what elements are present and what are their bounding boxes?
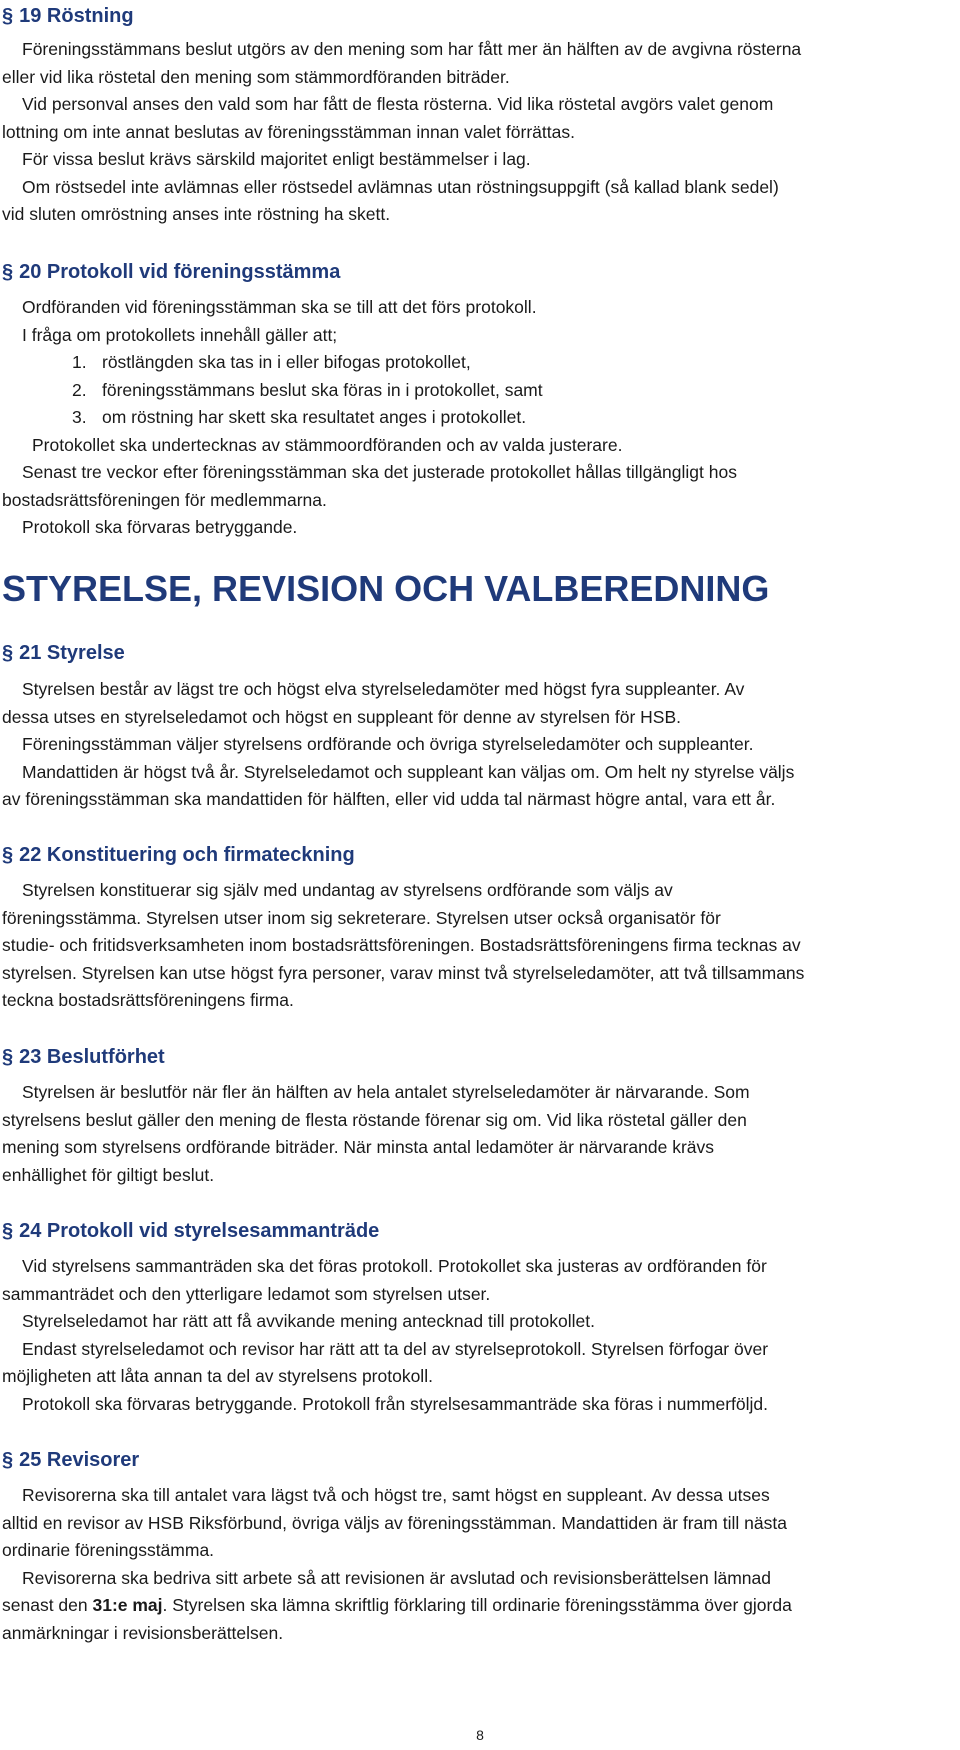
section-symbol: § [2,844,14,866]
paragraph-line: Protokoll ska förvaras betryggande. Protokoll från styrelsesammanträde ska föras i nummerföljd. [22,1393,769,1414]
section-22-title: 22 Konstituering och firmateckning [19,844,355,866]
section-24-heading [2,1219,379,1243]
paragraph-line: I fråga om protokollets innehåll gäller att; [22,324,338,345]
paragraph-line: anmärkningar i revisionsberättelsen. [2,1622,284,1643]
paragraph-line: teckna bostadsrättsföreningens firma. [2,990,294,1010]
paragraph-line: föreningsstämma. Styrelsen utser inom sig sekreterare. Styrelsen utser också organisatör för [2,907,721,928]
list-item-number: 1. [72,352,87,372]
paragraph-line: sammanträdet och den ytterligare ledamot som styrelsen utser. [2,1283,491,1304]
paragraph-line: Styrelsen består av lägst tre och högst elva styrelseledamöter med högst fyra suppleanter. Av [22,679,745,699]
section-25-body [2,1482,957,1647]
paragraph-line: Föreningsstämman väljer styrelsens ordförande och övriga styrelseledamöter och suppleanter. [22,734,754,754]
paragraph-line: Mandattiden är högst två år. Styrelseledamot och suppleant kan väljas om. Om helt ny styrelse väljs [22,761,795,782]
section-21-title: 21 Styrelse [19,642,125,664]
section-24-body [2,1253,957,1418]
section-23-heading [2,1045,165,1069]
paragraph-line: alltid en revisor av HSB Riksförbund, övriga väljs av föreningsstämman. Mandattiden är fram till nästa [2,1512,787,1533]
list-item-text: föreningsstämmans beslut ska föras in i protokollet, samt [102,379,543,400]
list-item [2,404,957,432]
section-22-body [2,877,957,1015]
paragraph-line: bostadsrättsföreningen för medlemmarna. [2,489,327,510]
section-21-heading [2,641,125,665]
paragraph-line: Senast tre veckor efter föreningsstämman ska det justerade protokollet hållas tillgängligt hos [22,462,737,482]
section-20-body [2,294,957,542]
paragraph-line: ordinarie föreningsstämma. [2,1540,215,1560]
paragraph-line: Protokollet ska undertecknas av stämmoordföranden och av valda justerare. [32,434,623,455]
section-symbol: § [2,261,14,283]
paragraph-line: För vissa beslut krävs särskild majoritet enligt bestämmelser i lag. [22,149,531,169]
section-20-title: 20 Protokoll vid föreningsstämma [19,261,341,283]
list-item-number: 3. [72,407,87,427]
paragraph-line: styrelsen. Styrelsen kan utse högst fyra personer, varav minst två styrelseledamöter, att två tillsammans [2,962,805,983]
page-number: 8 [476,1727,484,1743]
paragraph-line: Styrelsen är beslutför när fler än hälften av hela antalet styrelseledamöter är närvarande. Som [22,1082,750,1102]
paragraph-line: styrelsens beslut gäller den mening de flesta röstande förenar sig om. Vid lika röstetal gäller den [2,1109,747,1130]
paragraph-line: Protokoll ska förvaras betryggande. [22,517,298,537]
section-20-heading [2,260,340,284]
paragraph-line: lottning om inte annat beslutas av föreningsstämman innan valet förrättas. [2,121,575,142]
list-item-text: om röstning har skett ska resultatet anges i protokollet. [102,407,527,427]
paragraph-line: Föreningsstämmans beslut utgörs av den mening som har fått mer än hälften av de avgivna rösterna [22,39,802,59]
chapter-title: STYRELSE, REVISION OCH VALBEREDNING [2,568,770,609]
paragraph-line: Styrelseledamot har rätt att få avvikande mening antecknad till protokollet. [22,1311,595,1331]
paragraph-line: Om röstsedel inte avlämnas eller röstsedel avlämnas utan röstningsuppgift (så kallad blank sedel) [22,176,779,197]
paragraph-line: Vid personval anses den vald som har fått de flesta rösterna. Vid lika röstetal avgörs valet genom [22,94,774,114]
emphasized-date: 31:e maj [92,1595,163,1615]
section-23-body [2,1079,957,1189]
section-symbol: § [2,5,14,27]
section-24-title: 24 Protokoll vid styrelsesammanträde [19,1220,380,1242]
paragraph-line: Ordföranden vid föreningsstämman ska se till att det förs protokoll. [22,297,537,317]
paragraph-line: Styrelsen konstituerar sig själv med undantag av styrelsens ordförande som väljs av [22,880,673,900]
section-symbol: § [2,642,14,664]
paragraph-line: möjligheten att låta annan ta del av styrelsens protokoll. [2,1366,433,1386]
text-run: . Styrelsen ska lämna skriftlig förklaring till ordinarie föreningsstämma över gjorda [162,1595,792,1615]
section-21-body [2,676,957,814]
paragraph-line: Vid styrelsens sammanträden ska det föras protokoll. Protokollet ska justeras av ordföranden för [22,1256,767,1276]
section-23-title: 23 Beslutförhet [19,1046,165,1068]
list-item [2,349,957,377]
paragraph-line: eller vid lika röstetal den mening som stämmordföranden biträder. [2,66,510,87]
paragraph-line: av föreningsstämman ska mandattiden för hälften, eller vid udda tal närmast högre antal, vara ett år. [2,789,776,809]
section-25-heading [2,1448,139,1472]
paragraph-line: studie- och fritidsverksamheten inom bostadsrättsföreningen. Bostadsrättsföreningens firma tecknas av [2,935,801,955]
paragraph-line: Revisorerna ska till antalet vara lägst två och högst tre, samt högst en suppleant. Av dessa utses [22,1485,770,1505]
section-22-heading [2,843,355,867]
paragraph-line: mening som styrelsens ordförande biträder. När minsta antal ledamöter är närvarande krävs [2,1137,715,1157]
text-run: senast den [2,1595,93,1615]
list-item-text: röstlängden ska tas in i eller bifogas protokollet, [102,352,471,372]
list-item [2,377,957,405]
section-19-heading [2,4,134,28]
section-symbol: § [2,1449,14,1471]
paragraph-line: Endast styrelseledamot och revisor har rätt att ta del av styrelseprotokoll. Styrelsen förfogar över [22,1338,769,1359]
section-19-title: 19 Röstning [19,5,134,27]
paragraph-line: dessa utses en styrelseledamot och högst en suppleant för denne av styrelsen för HSB. [2,706,681,727]
section-19-body [2,36,957,229]
paragraph-line: Revisorerna ska bedriva sitt arbete så att revisionen är avslutad och revisionsberättelsen lämnad [22,1567,771,1588]
list-item-number: 2. [72,379,87,400]
section-symbol: § [2,1046,14,1068]
paragraph-line: enhällighet för giltigt beslut. [2,1164,215,1185]
section-25-title: 25 Revisorer [19,1449,140,1471]
paragraph-line [2,1592,957,1620]
paragraph-line: vid sluten omröstning anses inte röstning ha skett. [2,204,391,224]
section-symbol: § [2,1220,14,1242]
